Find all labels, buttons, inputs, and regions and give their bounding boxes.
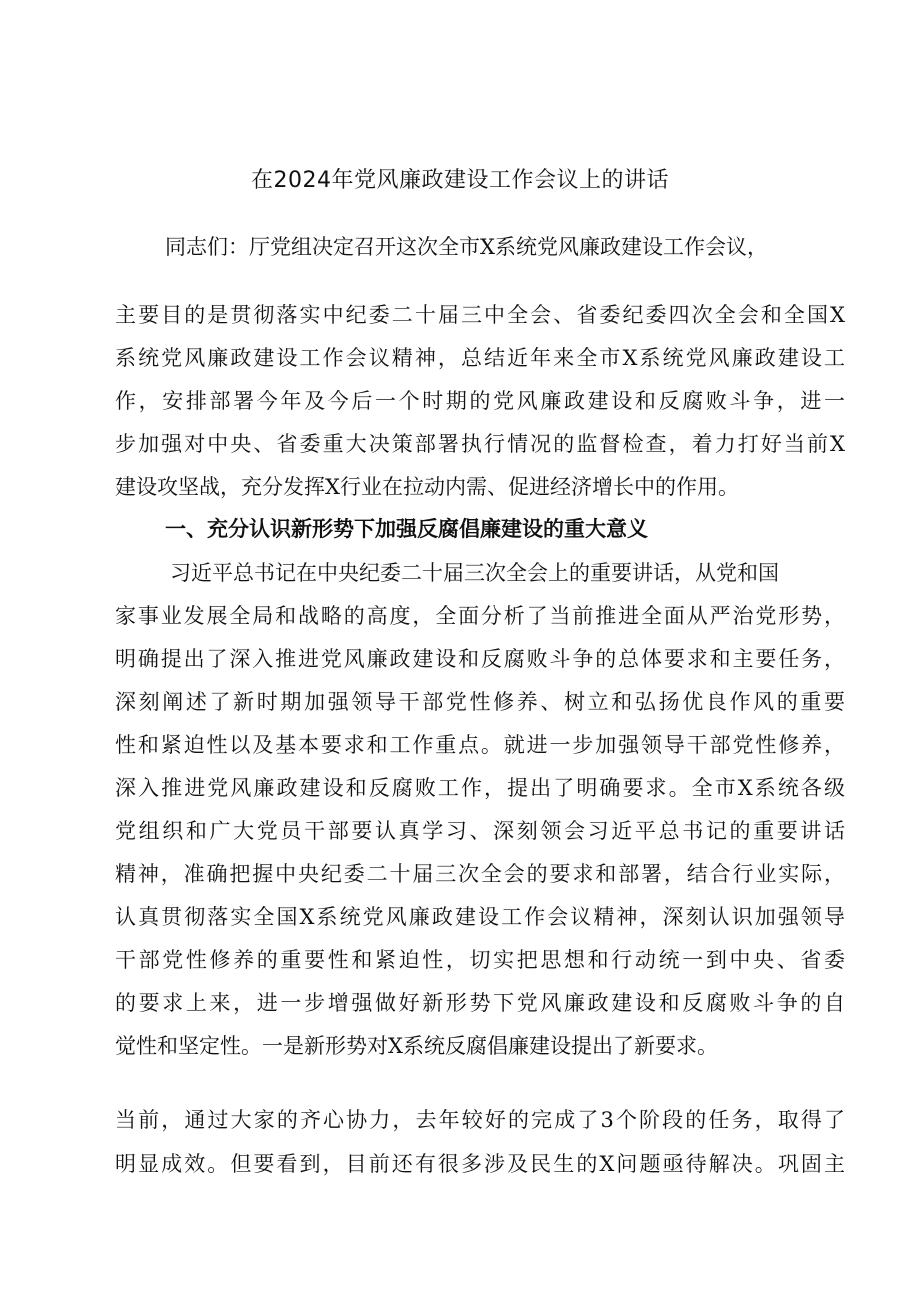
- body-line: 觉性和坚定性。一是新形势对X系统反腐倡廉建设提出了新要求。: [115, 1034, 718, 1058]
- body-line: 性和紧迫性以及基本要求和工作重点。就进一步加强领导干部党性修养，: [115, 733, 845, 757]
- body-line: 认真贯彻落实全国X系统党风廉政建设工作会议精神，深刻认识加强领导: [115, 905, 845, 929]
- intro-line: 作，安排部署今年及今后一个时期的党风廉政建设和反腐败斗争，进一: [115, 389, 845, 413]
- body-line: 深入推进党风廉政建设和反腐败工作，提出了明确要求。全市X系统各级: [115, 776, 845, 800]
- intro-line: 步加强对中央、省委重大决策部署执行情况的监督检查，着力打好当前X: [115, 432, 845, 456]
- intro-line: 系统党风廉政建设工作会议精神，总结近年来全市X系统党风廉政建设工: [115, 346, 845, 370]
- intro-line: 主要目的是贯彻落实中纪委二十届三中全会、省委纪委四次全会和全国X: [115, 303, 845, 327]
- document-title: 在2024年党风廉政建设工作会议上的讲话: [251, 168, 669, 193]
- body-line: 精神，准确把握中央纪委二十届三次全会的要求和部署，结合行业实际，: [115, 862, 845, 886]
- body-line: 家事业发展全局和战略的高度，全面分析了当前推进全面从严治党形势，: [115, 604, 845, 628]
- body-line: 干部党性修养的重要性和紧迫性，切实把思想和行动统一到中央、省委: [115, 948, 845, 972]
- intro-line: 建设攻坚战，充分发挥X行业在拉动内需、促进经济增长中的作用。: [115, 475, 739, 499]
- body-line: 当前，通过大家的齐心协力，去年较好的完成了3个阶段的任务，取得了: [115, 1108, 845, 1132]
- body-line: 党组织和广大党员干部要认真学习、深刻领会习近平总书记的重要讲话: [115, 819, 845, 843]
- section-heading: 一、充分认识新形势下加强反腐倡廉建设的重大意义: [165, 517, 648, 541]
- body-line: 习近平总书记在中央纪委二十届三次全会上的重要讲话，从党和国: [170, 561, 779, 585]
- body-line: 深刻阐述了新时期加强领导干部党性修养、树立和弘扬优良作风的重要: [115, 690, 845, 714]
- body-line: 明确提出了深入推进党风廉政建设和反腐败斗争的总体要求和主要任务，: [115, 647, 845, 671]
- intro-line: 同志们：厅党组决定召开这次全市X系统党风廉政建设工作会议，: [165, 235, 768, 259]
- body-line: 明显成效。但要看到，目前还有很多涉及民生的X问题亟待解决。巩固主: [115, 1152, 845, 1176]
- body-line: 的要求上来，进一步增强做好新形势下党风廉政建设和反腐败斗争的自: [115, 991, 845, 1015]
